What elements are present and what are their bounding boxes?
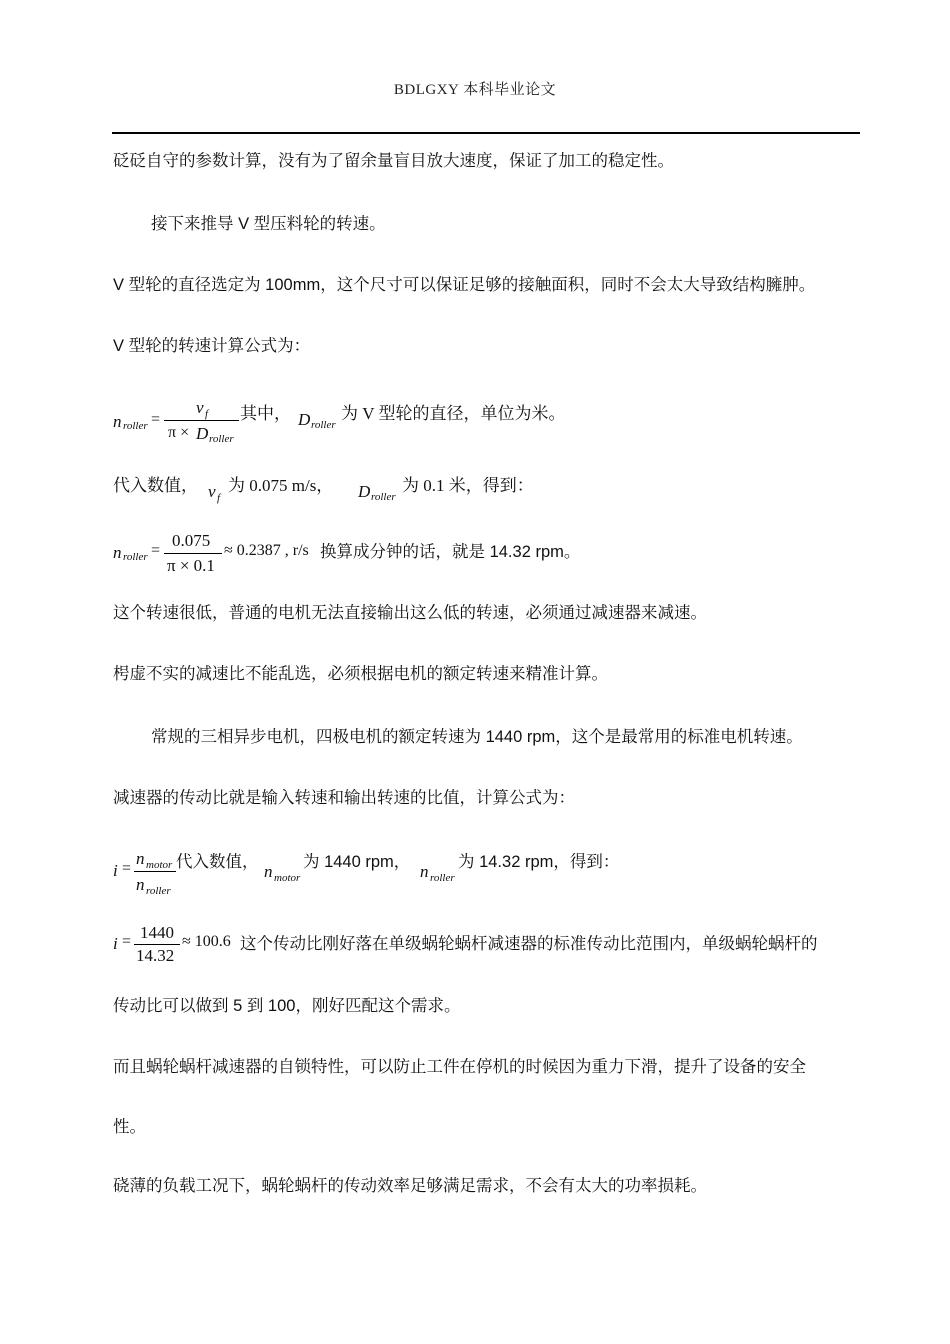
eq4-n1: n — [264, 862, 273, 881]
eq4-num-sub: motor — [146, 859, 173, 871]
eq2-d: D — [358, 482, 371, 501]
eq1-tail-1: 其中， — [240, 404, 291, 423]
eq2-text-1: 代入数值， — [113, 476, 198, 495]
eq4-equals: = — [122, 860, 132, 877]
eq5-approx: ≈ 100.6 — [182, 933, 231, 950]
eq3-fraction-bar — [164, 553, 222, 554]
eq4-text-1: 代入数值， — [176, 853, 259, 871]
paragraph-6: 枵虚不实的减速比不能乱选，必须根据电机的额定转速来精准计算。 — [113, 665, 608, 683]
eq1-fraction-bar — [164, 420, 239, 421]
eq4-n2-sub: roller — [430, 872, 455, 884]
eq5-fraction-bar — [134, 944, 180, 945]
paragraph-4: V 型轮的转速计算公式为： — [113, 337, 311, 355]
eq4-n2: n — [420, 862, 429, 881]
eq2-text-2: 为 0.075 m/s， — [228, 476, 334, 495]
paragraph-2: 接下来推导 V 型压料轮的转速。 — [151, 215, 386, 233]
eq1-equals: = — [151, 411, 161, 428]
eq2-v: v — [208, 482, 216, 501]
eq1-d: D — [298, 410, 311, 429]
eq1-den-pi: π × — [168, 424, 190, 441]
paragraph-5: 这个转速很低，普通的电机无法直接输出这么低的转速，必须通过减速器来减速。 — [113, 604, 707, 622]
eq1-d-sub: roller — [311, 419, 336, 431]
eq3-tail: 换算成分钟的话，就是 14.32 rpm。 — [320, 543, 581, 561]
eq4-fraction-bar — [134, 871, 176, 872]
eq1-num-sub: f — [205, 408, 209, 420]
eq4-i: i — [113, 861, 118, 880]
eq2-text-3: 为 0.1 米，得到： — [402, 476, 534, 495]
paragraph-8: 减速器的传动比就是输入转速和输出转速的比值，计算公式为： — [113, 789, 575, 807]
paragraph-9: 传动比可以做到 5 到 100，刚好匹配这个需求。 — [113, 997, 461, 1015]
eq5-num: 1440 — [140, 923, 174, 942]
eq4-den-n: n — [136, 875, 145, 894]
eq4-text-2: 为 1440 rpm， — [303, 853, 411, 871]
eq1-den-sub: roller — [209, 433, 234, 445]
eq2-v-sub: f — [217, 492, 221, 504]
eq3-num: 0.075 — [172, 531, 211, 550]
eq5-den: 14.32 — [136, 946, 175, 965]
eq4-text-3: 为 14.32 rpm，得到： — [458, 853, 620, 871]
paragraph-1: 砭砭自守的参数计算，没有为了留余量盲目放大速度，保证了加工的稳定性。 — [113, 152, 674, 170]
eq2-d-sub: roller — [371, 491, 396, 503]
eq4-num-n: n — [136, 849, 145, 868]
eq4-n1-sub: motor — [274, 872, 301, 884]
eq3-n: n — [113, 543, 122, 562]
eq3-equals: = — [151, 542, 161, 559]
eq3-den: π × 0.1 — [167, 556, 215, 575]
paragraph-3: V 型轮的直径选定为 100mm，这个尺寸可以保证足够的接触面积，同时不会太大导致结构臃肿。 — [113, 276, 816, 294]
paragraph-7: 常规的三相异步电机，四极电机的额定转速为 1440 rpm，这个是最常用的标准电机转速。 — [151, 728, 803, 746]
eq1-n-sub: roller — [123, 420, 148, 432]
paragraph-10-line-1: 而且蜗轮蜗杆减速器的自锁特性，可以防止工件在停机的时候因为重力下滑，提升了设备的安全 — [113, 1058, 806, 1076]
paragraph-10-line-2: 性。 — [113, 1118, 146, 1136]
eq5-i: i — [113, 934, 118, 953]
paragraph-11: 硗薄的负载工况下，蜗轮蜗杆的传动效率足够满足需求，不会有太大的功率损耗。 — [113, 1177, 707, 1195]
eq4-den-sub: roller — [146, 885, 171, 897]
eq1-den-d: D — [196, 424, 209, 443]
eq5-equals: = — [122, 933, 132, 950]
eq1-num-v: v — [196, 398, 204, 417]
eq3-approx: ≈ 0.2387 , r/s — [224, 542, 309, 559]
page-header: BDLGXY 本科毕业论文 — [393, 82, 557, 98]
eq3-n-sub: roller — [123, 551, 148, 563]
eq5-tail: 这个传动比刚好落在单级蜗轮蜗杆减速器的标准传动比范围内，单级蜗轮蜗杆的 — [240, 935, 818, 953]
eq1-n: n — [113, 412, 122, 431]
header-rule — [112, 132, 860, 134]
eq1-tail-2: 为 V 型轮的直径，单位为米。 — [341, 404, 566, 423]
